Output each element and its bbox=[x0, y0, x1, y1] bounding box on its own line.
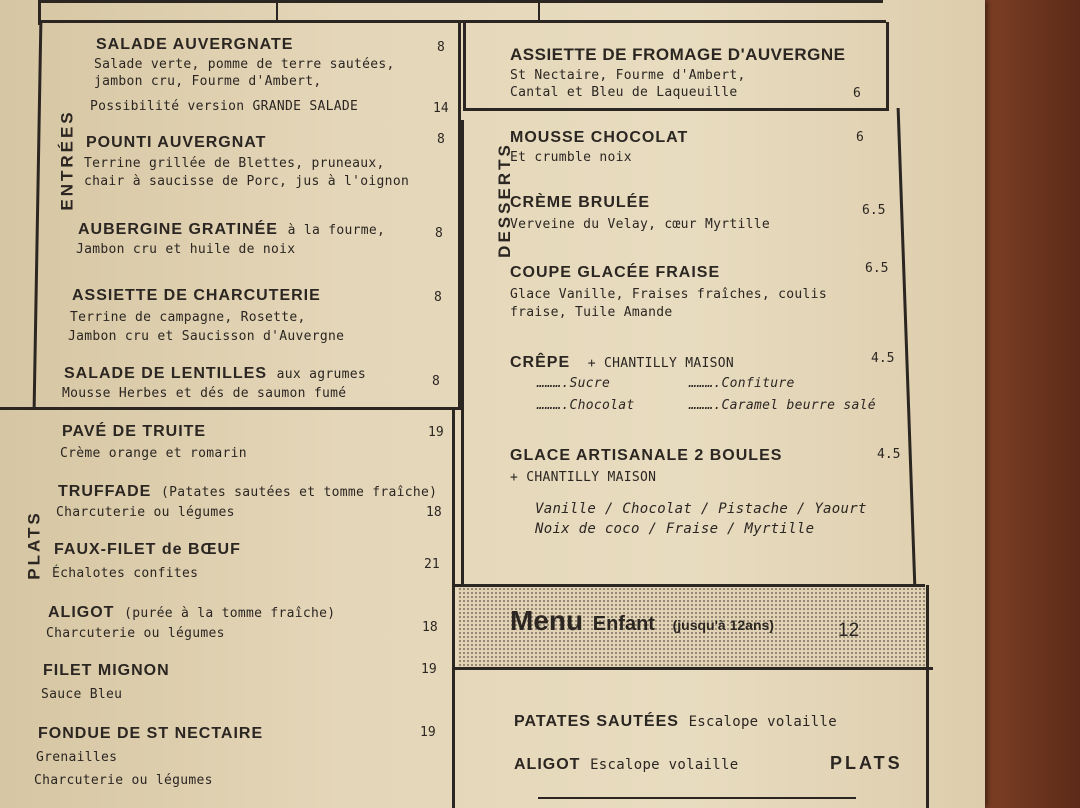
entrees-border bbox=[33, 20, 43, 410]
divider bbox=[276, 0, 278, 20]
entree-heading bbox=[78, 219, 385, 239]
entree-name: SALADE AUVERGNATE bbox=[96, 36, 294, 53]
entree-name-suffix: aux agrumes bbox=[276, 367, 367, 382]
desserts-border bbox=[461, 120, 464, 585]
entree-desc: chair à saucisse de Porc, jus à l'oignon bbox=[84, 174, 410, 189]
menu-enfant-line bbox=[514, 754, 738, 774]
entree-price: 8 bbox=[437, 132, 445, 147]
menu-enfant-title-mid: Enfant bbox=[592, 613, 655, 635]
crepe-option: ……….Caramel beurre salé bbox=[689, 398, 876, 413]
dessert-name: CRÈME BRULÉE bbox=[510, 194, 651, 211]
dessert-heading bbox=[510, 352, 734, 372]
entree-name-suffix: à la fourme, bbox=[287, 223, 386, 238]
menu-enfant-rule bbox=[455, 667, 933, 670]
menu-enfant-line bbox=[514, 711, 837, 731]
plat-desc: Sauce Bleu bbox=[41, 687, 123, 702]
entrees-section-label: ENTRÉES bbox=[57, 109, 77, 211]
menu-enfant-dish-desc: Escalope volaille bbox=[590, 757, 739, 773]
fromage-name: ASSIETTE DE FROMAGE D'AUVERGNE bbox=[510, 45, 846, 64]
entree-name: ASSIETTE DE CHARCUTERIE bbox=[72, 287, 321, 304]
dessert-price: 6.5 bbox=[862, 203, 886, 218]
entree-desc: Mousse Herbes et dés de saumon fumé bbox=[62, 386, 347, 401]
plat-name-suffix: (Patates sautées et tomme fraîche) bbox=[160, 485, 438, 500]
bottom-rule bbox=[538, 797, 856, 799]
dessert-price: 6 bbox=[856, 130, 864, 145]
entree-option-price: 14 bbox=[433, 101, 449, 116]
menu-enfant-price: 12 bbox=[838, 620, 860, 641]
dessert-price: 6.5 bbox=[865, 261, 889, 276]
entree-name: POUNTI AUVERGNAT bbox=[86, 134, 267, 151]
glace-flavors: Vanille / Chocolat / Pistache / Yaourt bbox=[535, 501, 867, 517]
dessert-name: CRÊPE bbox=[510, 354, 571, 371]
crepe-option: ……….Chocolat bbox=[537, 398, 635, 413]
plat-name: TRUFFADE bbox=[58, 483, 152, 500]
plat-price: 19 bbox=[421, 662, 437, 677]
menu-enfant-dish: ALIGOT bbox=[514, 756, 581, 773]
entree-price: 8 bbox=[432, 374, 440, 389]
dessert-price: 4.5 bbox=[877, 447, 901, 462]
entree-heading bbox=[64, 363, 366, 383]
plat-heading bbox=[58, 481, 437, 501]
menu-enfant-border bbox=[926, 585, 929, 808]
entree-name: SALADE DE LENTILLES bbox=[64, 365, 268, 382]
plat-price: 19 bbox=[420, 725, 436, 740]
entree-desc: jambon cru, Fourme d'Ambert, bbox=[94, 74, 322, 89]
entree-desc: Jambon cru et Saucisson d'Auvergne bbox=[68, 329, 345, 344]
plat-desc: Grenailles bbox=[36, 750, 118, 765]
desserts-section-label: DESSERTS bbox=[494, 142, 514, 258]
desserts-border bbox=[897, 108, 917, 588]
plat-name-suffix: (purée à la tomme fraîche) bbox=[124, 606, 336, 621]
entree-price: 8 bbox=[437, 40, 445, 55]
top-rule bbox=[38, 0, 883, 3]
entrees-bottom-rule bbox=[0, 407, 458, 410]
menu-enfant-plats-label: PLATS bbox=[830, 753, 903, 773]
entree-option: Possibilité version GRANDE SALADE bbox=[90, 99, 359, 114]
column-divider bbox=[452, 410, 455, 808]
crepe-option: ……….Sucre bbox=[537, 376, 611, 391]
fromage-border bbox=[886, 22, 889, 110]
menu-enfant-dish: PATATES SAUTÉES bbox=[514, 713, 679, 730]
crepe-option: ……….Confiture bbox=[689, 376, 795, 391]
dessert-name: MOUSSE CHOCOLAT bbox=[510, 129, 689, 146]
entree-price: 8 bbox=[434, 290, 442, 305]
plat-desc: Crème orange et romarin bbox=[60, 446, 247, 461]
fromage-bottom-rule bbox=[463, 108, 889, 111]
entree-name: AUBERGINE GRATINÉE bbox=[78, 221, 278, 238]
menu-enfant-note: (jusqu'à 12ans) bbox=[672, 617, 774, 633]
menu-enfant-dish-desc: Escalope volaille bbox=[688, 714, 837, 730]
plat-desc: Charcuterie ou légumes bbox=[46, 626, 225, 641]
fromage-price: 6 bbox=[853, 86, 861, 101]
dessert-subtitle: + CHANTILLY MAISON bbox=[510, 470, 657, 485]
plat-name: FONDUE DE ST NECTAIRE bbox=[38, 725, 264, 742]
header-rule bbox=[38, 20, 886, 23]
plat-price: 19 bbox=[428, 425, 444, 440]
dessert-desc: Et crumble noix bbox=[510, 150, 632, 165]
entree-price: 8 bbox=[435, 226, 443, 241]
dessert-name: GLACE ARTISANALE 2 BOULES bbox=[510, 447, 783, 464]
dessert-price: 4.5 bbox=[871, 351, 895, 366]
plat-name: FILET MIGNON bbox=[43, 662, 170, 679]
fromage-border bbox=[463, 22, 466, 110]
entree-desc: Terrine grillée de Blettes, pruneaux, bbox=[84, 156, 385, 171]
dessert-name: COUPE GLACÉE FRAISE bbox=[510, 264, 721, 281]
plat-price: 21 bbox=[424, 557, 440, 572]
plat-heading bbox=[48, 602, 335, 622]
entree-desc: Terrine de campagne, Rosette, bbox=[70, 310, 306, 325]
plat-desc: Charcuterie ou légumes bbox=[56, 505, 235, 520]
menu-enfant-title-big: Menu bbox=[510, 605, 584, 636]
fromage-desc: Cantal et Bleu de Laqueuille bbox=[510, 85, 738, 100]
menu-enfant-title bbox=[510, 605, 774, 637]
plat-name: ALIGOT bbox=[48, 604, 115, 621]
dessert-desc: Verveine du Velay, cœur Myrtille bbox=[510, 217, 771, 232]
plats-section-label: PLATS bbox=[24, 510, 44, 580]
dessert-name-suffix: + CHANTILLY MAISON bbox=[587, 356, 735, 371]
dessert-desc: Glace Vanille, Fraises fraîches, coulis bbox=[510, 287, 827, 302]
divider bbox=[538, 0, 540, 20]
glace-flavors: Noix de coco / Fraise / Myrtille bbox=[535, 521, 815, 537]
plat-desc: Charcuterie ou légumes bbox=[34, 773, 213, 788]
plat-desc: Échalotes confites bbox=[52, 566, 199, 581]
dessert-desc: fraise, Tuile Amande bbox=[510, 305, 673, 320]
plat-name: PAVÉ DE TRUITE bbox=[62, 423, 207, 440]
fromage-desc: St Nectaire, Fourme d'Ambert, bbox=[510, 68, 746, 83]
entree-desc: Salade verte, pomme de terre sautées, bbox=[94, 57, 395, 72]
entree-desc: Jambon cru et huile de noix bbox=[76, 242, 296, 257]
plat-price: 18 bbox=[426, 505, 442, 520]
plat-price: 18 bbox=[422, 620, 438, 635]
plat-name: FAUX-FILET de BŒUF bbox=[54, 541, 241, 558]
